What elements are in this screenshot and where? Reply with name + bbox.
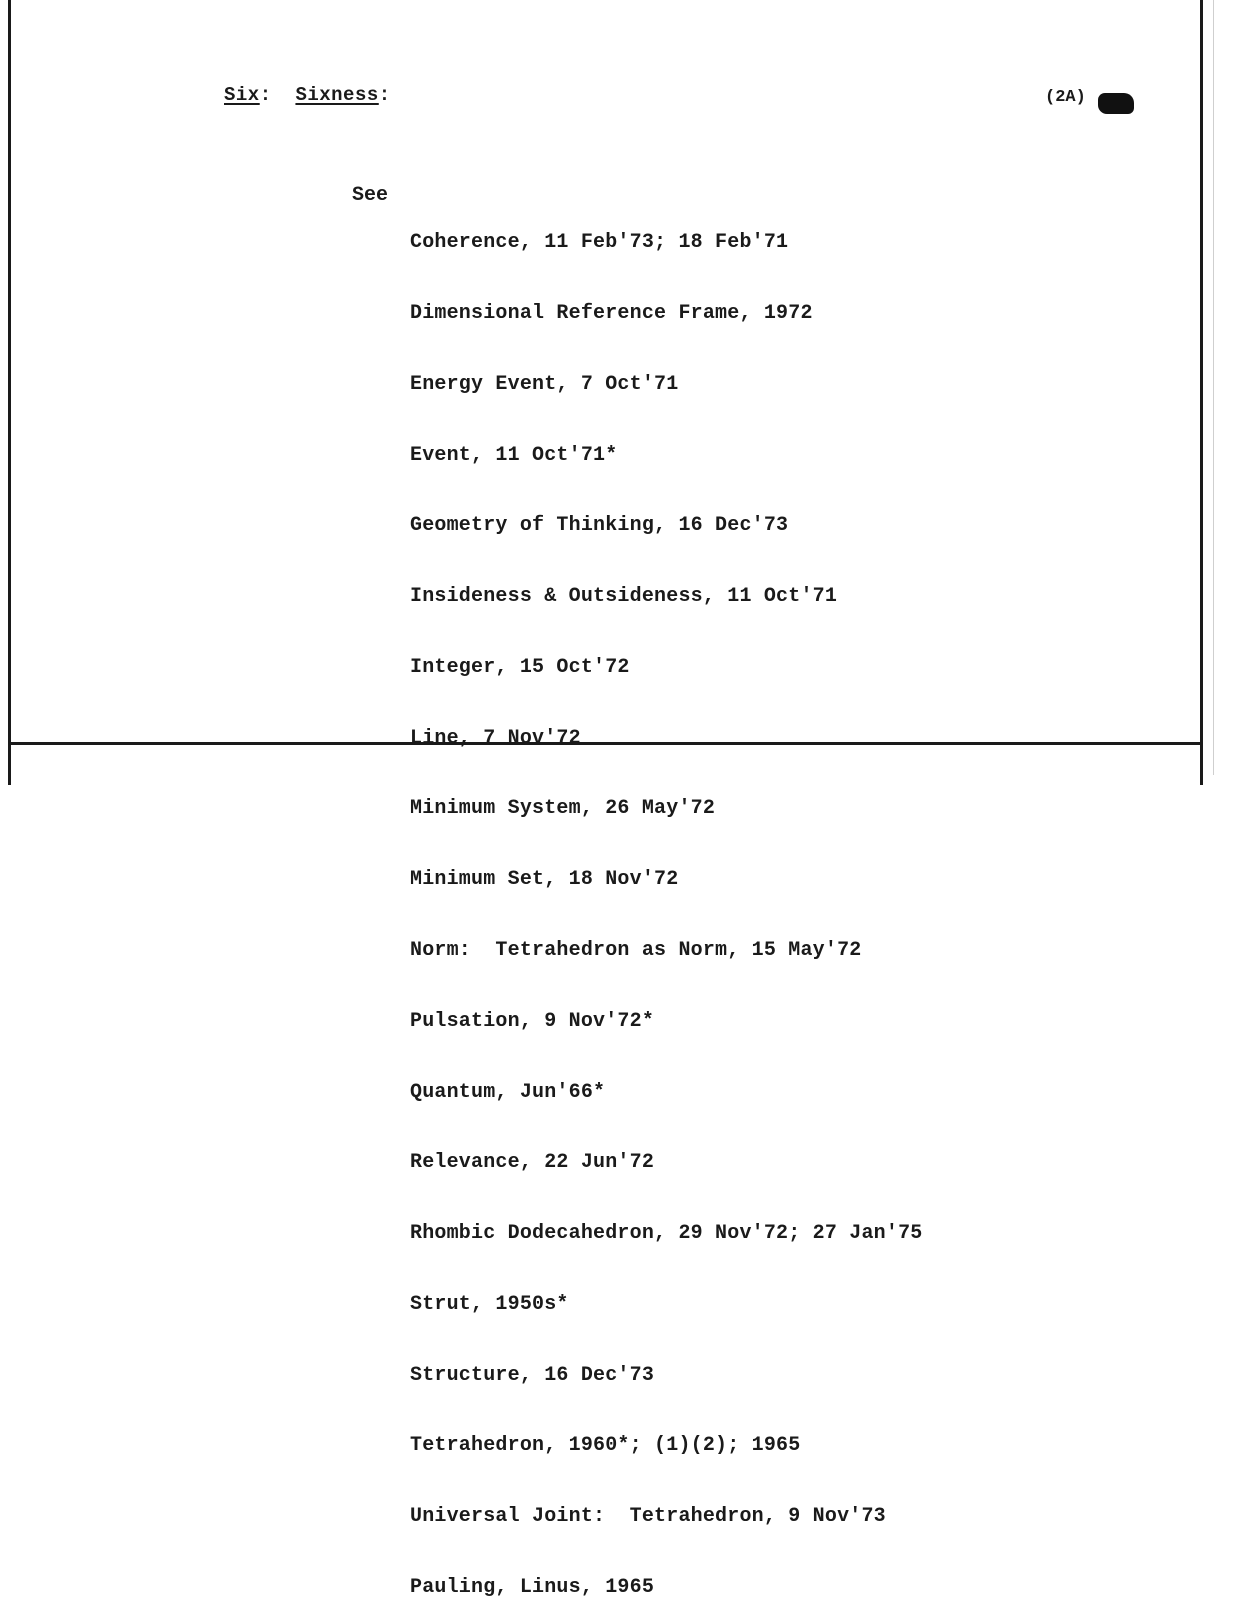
reference-item: Geometry of Thinking, 16 Dec'73 [410, 514, 789, 538]
see-label: See [352, 184, 389, 207]
next-card-edge [8, 745, 1203, 785]
card-heading [224, 84, 391, 106]
reference-item: Quantum, Jun'66* [410, 1080, 606, 1104]
reference-item: Rhombic Dodecahedron, 29 Nov'72; 27 Jan'75 [410, 1222, 923, 1246]
reference-item: Strut, 1950s* [410, 1292, 569, 1316]
reference-item: Line, 7 Nov'72 [410, 726, 581, 750]
card-id-label: (2A) [1045, 88, 1086, 107]
reference-item: Minimum Set, 18 Nov'72 [410, 868, 679, 892]
heading-subtopic: Sixness [295, 84, 379, 106]
reference-item: Tetrahedron, 1960*; (1)(2); 1965 [410, 1434, 801, 1458]
page-edge-rule [1213, 0, 1214, 775]
heading-trailing-colon: : [378, 84, 391, 106]
reference-item: Norm: Tetrahedron as Norm, 15 May'72 [410, 939, 862, 962]
reference-item: Pauling, Linus, 1965 [410, 1576, 655, 1600]
reference-item: Universal Joint: Tetrahedron, 9 Nov'73 [410, 1505, 886, 1529]
reference-item: Coherence, 11 Feb'73; 18 Feb'71 [410, 231, 789, 255]
reference-item: Energy Event, 7 Oct'71 [410, 372, 679, 396]
reference-item: Event, 11 Oct'71* [410, 443, 618, 467]
reference-item: Dimensional Reference Frame, 1972 [410, 301, 813, 325]
heading-separator: : [259, 84, 296, 106]
reference-list [410, 184, 922, 1623]
ink-blot [1098, 93, 1134, 114]
reference-item: Integer, 15 Oct'72 [410, 655, 630, 679]
reference-item: Insideness & Outsideness, 11 Oct'71 [410, 585, 838, 609]
reference-item: Relevance, 22 Jun'72 [410, 1151, 655, 1175]
reference-item: Pulsation, 9 Nov'72* [410, 1009, 655, 1033]
reference-item: Minimum System, 26 May'72 [410, 797, 716, 821]
reference-item: Structure, 16 Dec'73 [410, 1363, 655, 1387]
heading-topic: Six [224, 84, 260, 106]
